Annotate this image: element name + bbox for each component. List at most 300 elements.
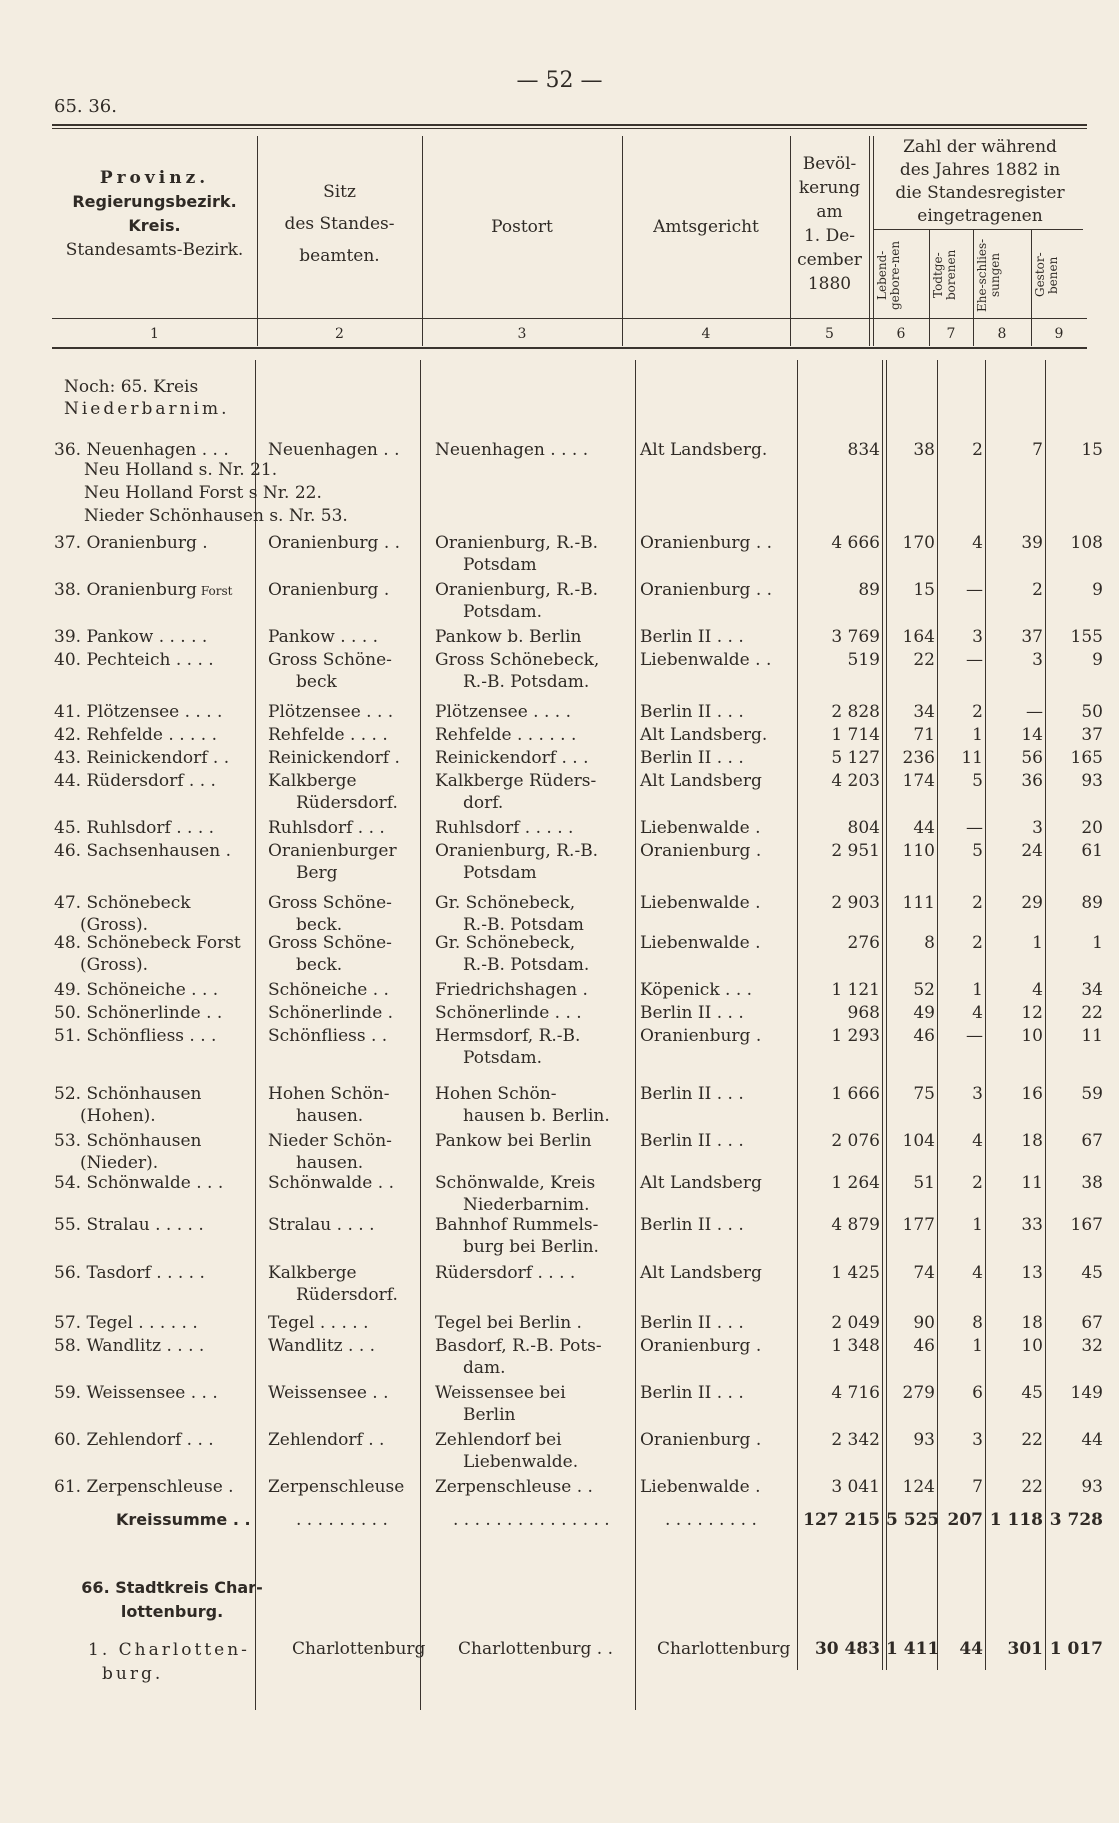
row-eheschliessungen: 14 bbox=[1021, 725, 1043, 745]
row-eheschliessungen: 22 bbox=[1021, 1430, 1043, 1450]
row-sitz-l2: beck bbox=[296, 672, 337, 692]
row-todtgeborene: — bbox=[966, 580, 983, 600]
row-todtgeborene: — bbox=[966, 818, 983, 838]
header-pop-l6: 1880 bbox=[807, 274, 852, 294]
section-66-l1: 66. Stadtkreis Char- bbox=[81, 1578, 263, 1597]
column-number: 2 bbox=[335, 326, 344, 342]
column-number: 4 bbox=[701, 326, 711, 342]
top-rule-thin bbox=[52, 128, 1087, 129]
row-name-l1: 44. Rüdersdorf . . . bbox=[54, 771, 216, 791]
row-amtsgericht bbox=[640, 932, 761, 954]
row-name bbox=[54, 1172, 223, 1194]
row-sitz-l1: Nieder Schön- bbox=[268, 1131, 392, 1151]
row-amtsgericht-l1: Oranienburg . bbox=[640, 1430, 762, 1450]
header-group-l1: Zahl der während bbox=[903, 137, 1057, 157]
row-name-l2: (Gross). bbox=[80, 915, 149, 935]
row-gestorbene: 1 bbox=[1092, 933, 1103, 953]
row-amtsgericht-l1: Oranienburg . . bbox=[640, 533, 773, 553]
row-gestorbene: 67 bbox=[1081, 1313, 1103, 1333]
row-amtsgericht bbox=[640, 817, 761, 839]
row-todtgeborene: 2 bbox=[972, 702, 983, 722]
row-lebendgeborene: 111 bbox=[902, 893, 935, 913]
row-amtsgericht bbox=[640, 979, 752, 1001]
row-sitz-l1: Pankow . . . . bbox=[268, 627, 379, 647]
sum-population: 127 215 bbox=[803, 1510, 880, 1530]
row-name bbox=[54, 979, 218, 1001]
row-lebendgeborene: 90 bbox=[913, 1313, 935, 1333]
header-sitz-l3: beamten. bbox=[299, 246, 380, 266]
row-amtsgericht bbox=[640, 724, 767, 746]
row-sitz-l1: Neuenhagen . . bbox=[268, 440, 400, 460]
section-65-l1: Noch: 65. Kreis bbox=[64, 377, 199, 397]
row-todtgeborene: 11 bbox=[961, 748, 983, 768]
row-name-suffix: Forst bbox=[200, 584, 233, 598]
top-rule bbox=[52, 124, 1087, 126]
sum-eheschliessungen: 1 118 bbox=[989, 1510, 1043, 1530]
row-sitz-l1: Oranienburg . bbox=[268, 580, 390, 600]
row-population: 4 203 bbox=[831, 771, 880, 791]
row-postort-l1: Plötzensee . . . . bbox=[435, 702, 571, 722]
sum-dots: . . . . . . . . . bbox=[296, 1510, 388, 1530]
row-postort bbox=[435, 747, 588, 769]
row-postort-l2: Berlin bbox=[463, 1405, 516, 1425]
row-postort-l1: Neuenhagen . . . . bbox=[435, 440, 589, 460]
header-standesamt: Standesamts-Bezirk. bbox=[65, 240, 244, 260]
row-lebendgeborene: 8 bbox=[924, 933, 935, 953]
row-name-l1: 57. Tegel . . . . . . bbox=[54, 1313, 198, 1333]
row-amtsgericht: Charlottenburg bbox=[657, 1639, 791, 1659]
row-population: 3 769 bbox=[831, 627, 880, 647]
row-eheschliessungen: 12 bbox=[1021, 1003, 1043, 1023]
row-population: 5 127 bbox=[831, 748, 880, 768]
row-name bbox=[54, 770, 216, 792]
header-group bbox=[873, 136, 1087, 228]
row-sitz bbox=[268, 1335, 375, 1357]
row-sitz bbox=[268, 1083, 389, 1127]
row-name-l1: 38. Oranienburg bbox=[54, 580, 197, 600]
row-population: 3 041 bbox=[831, 1477, 880, 1497]
header-regierungsbezirk: Regierungsbezirk. bbox=[72, 192, 237, 211]
row-postort bbox=[435, 817, 573, 839]
row-todtgeborene: 4 bbox=[972, 533, 983, 553]
row-name-l1: 48. Schönebeck Forst bbox=[54, 933, 241, 953]
row-population: 1 666 bbox=[831, 1084, 880, 1104]
row-gestorbene: 44 bbox=[1081, 1430, 1103, 1450]
row-lebendgeborene: 52 bbox=[913, 980, 935, 1000]
row-postort bbox=[435, 1025, 580, 1069]
row-sitz bbox=[268, 439, 399, 461]
row-gestorbene: 20 bbox=[1081, 818, 1103, 838]
row-amtsgericht bbox=[640, 1025, 761, 1047]
row-postort-l1: Oranienburg, R.-B. bbox=[435, 580, 599, 600]
row-lebendgeborene: 170 bbox=[902, 533, 935, 553]
header-pop-l4: 1. De- bbox=[803, 226, 856, 246]
row-postort bbox=[435, 1476, 593, 1498]
row-amtsgericht-l1: Alt Landsberg bbox=[640, 1173, 762, 1193]
row-name-l1: 51. Schönfliess . . . bbox=[54, 1026, 217, 1046]
row-lebendgeborene: 174 bbox=[902, 771, 935, 791]
header-province bbox=[52, 166, 257, 262]
row-name bbox=[54, 532, 208, 554]
row-postort bbox=[435, 932, 589, 976]
row-eheschliessungen: 18 bbox=[1021, 1131, 1043, 1151]
row-eheschliessungen: 33 bbox=[1021, 1215, 1043, 1235]
header-sitz bbox=[257, 176, 422, 272]
section-65-l2: Niederbarnim. bbox=[64, 399, 230, 419]
row-name-l2: (Nieder). bbox=[80, 1153, 159, 1173]
row-gestorbene: 11 bbox=[1081, 1026, 1103, 1046]
row-postort-l1: Friedrichshagen . bbox=[435, 980, 588, 1000]
row-todtgeborene: 2 bbox=[972, 933, 983, 953]
row-sitz-l1: Rehfelde . . . . bbox=[268, 725, 388, 745]
row-name-l1: 1. Charlotten- bbox=[88, 1640, 250, 1660]
row-postort-l2: Liebenwalde. bbox=[463, 1452, 579, 1472]
row-postort-l2: dam. bbox=[463, 1358, 506, 1378]
row-postort-l2: Niederbarnim. bbox=[463, 1195, 590, 1215]
row-lebendgeborene: 15 bbox=[913, 580, 935, 600]
row-lebendgeborene: 236 bbox=[902, 748, 935, 768]
column-number: 3 bbox=[517, 326, 527, 342]
row-eheschliessungen: 16 bbox=[1021, 1084, 1043, 1104]
row-amtsgericht bbox=[640, 439, 767, 461]
row-amtsgericht bbox=[640, 840, 761, 862]
row-eheschliessungen: 2 bbox=[1032, 580, 1043, 600]
row-postort-l1: Hohen Schön- bbox=[435, 1084, 557, 1104]
section-66-l2: lottenburg. bbox=[120, 1602, 224, 1621]
row-sitz-l1: Reinickendorf . bbox=[268, 748, 400, 768]
header-divider bbox=[422, 136, 423, 346]
row-name bbox=[54, 840, 231, 862]
header-amtsgericht: Amtsgericht bbox=[653, 217, 759, 237]
header-group-l2: des Jahres 1882 in bbox=[899, 160, 1061, 180]
row-amtsgericht-l1: Berlin II . . . bbox=[640, 1215, 744, 1235]
row-sitz bbox=[268, 932, 392, 976]
row-amtsgericht-l1: Alt Landsberg bbox=[640, 1263, 762, 1283]
row-population: 1 121 bbox=[831, 980, 880, 1000]
row-postort-l1: Hermsdorf, R.-B. bbox=[435, 1026, 581, 1046]
row-postort bbox=[435, 840, 598, 884]
numbers-rule bbox=[52, 318, 1087, 319]
row-name-l1: 36. Neuenhagen . . . bbox=[54, 440, 229, 460]
header-group-l4: eingetragenen bbox=[917, 206, 1043, 226]
row-postort-l2: R.-B. Potsdam. bbox=[463, 672, 590, 692]
row-amtsgericht-l1: Berlin II . . . bbox=[640, 748, 744, 768]
row-amtsgericht-l1: Liebenwalde . bbox=[640, 1477, 761, 1497]
row-postort-l1: Oranienburg, R.-B. bbox=[435, 841, 599, 861]
header-pop-l5: cember bbox=[797, 250, 862, 270]
row-sitz-l2: hausen. bbox=[296, 1153, 364, 1173]
row-sitz-l1: Oranienburger bbox=[268, 841, 397, 861]
row-name-l1: 53. Schönhausen bbox=[54, 1131, 202, 1151]
row-postort-l2: R.-B. Potsdam. bbox=[463, 955, 590, 975]
row-name-l1: 39. Pankow . . . . . bbox=[54, 627, 208, 647]
row-amtsgericht bbox=[640, 1214, 744, 1236]
row-postort bbox=[435, 1312, 582, 1334]
row-name bbox=[54, 1335, 204, 1357]
row-population: 2 951 bbox=[831, 841, 880, 861]
header-todtgeborene: Todtge-borenen bbox=[931, 249, 958, 301]
row-name bbox=[54, 701, 222, 723]
row-sitz-l2: beck. bbox=[296, 955, 343, 975]
row-name-l1: 59. Weissensee . . . bbox=[54, 1383, 218, 1403]
row-population: 2 828 bbox=[831, 702, 880, 722]
sum-gestorbene: 3 728 bbox=[1049, 1510, 1103, 1530]
row-todtgeborene: 7 bbox=[972, 1477, 983, 1497]
row-postort-l1: Schönerlinde . . . bbox=[435, 1003, 582, 1023]
sum-todtgeborene: 207 bbox=[947, 1510, 983, 1530]
row-postort-l2: R.-B. Potsdam bbox=[463, 915, 584, 935]
row-sitz bbox=[268, 1172, 394, 1194]
row-todtgeborene: 1 bbox=[972, 725, 983, 745]
row-amtsgericht-l1: Berlin II . . . bbox=[640, 1313, 744, 1333]
row-postort-l1: Rüdersdorf . . . . bbox=[435, 1263, 576, 1283]
column-number: 5 bbox=[825, 326, 834, 342]
row-amtsgericht bbox=[640, 1312, 744, 1334]
row-name bbox=[54, 1262, 205, 1284]
row-amtsgericht-l1: Berlin II . . . bbox=[640, 1003, 744, 1023]
row-amtsgericht-l1: Alt Landsberg. bbox=[640, 440, 768, 460]
sum-dots: . . . . . . . . . bbox=[665, 1510, 757, 1530]
column-divider bbox=[420, 360, 421, 1710]
row-sitz bbox=[268, 1382, 389, 1404]
row-sitz bbox=[268, 1214, 375, 1236]
row-gestorbene: 165 bbox=[1070, 748, 1103, 768]
row-sitz bbox=[268, 770, 398, 814]
row-amtsgericht bbox=[640, 626, 744, 648]
row-amtsgericht-l1: Oranienburg . . bbox=[640, 580, 773, 600]
row-amtsgericht bbox=[640, 1335, 761, 1357]
row-sitz bbox=[268, 724, 388, 746]
row-gestorbene: 45 bbox=[1081, 1263, 1103, 1283]
row-gestorbene: 89 bbox=[1081, 893, 1103, 913]
row-sitz-l1: Stralau . . . . bbox=[268, 1215, 375, 1235]
row-postort-l1: Bahnhof Rummels- bbox=[435, 1215, 599, 1235]
row-lebendgeborene: 46 bbox=[913, 1026, 935, 1046]
row-todtgeborene: 44 bbox=[959, 1639, 983, 1659]
row-postort bbox=[435, 979, 588, 1001]
row-amtsgericht bbox=[640, 1130, 744, 1152]
row-lebendgeborene: 34 bbox=[913, 702, 935, 722]
row-todtgeborene: 4 bbox=[972, 1263, 983, 1283]
row-population: 4 879 bbox=[831, 1215, 880, 1235]
row-gestorbene: 9 bbox=[1092, 580, 1103, 600]
row-postort bbox=[435, 1335, 602, 1379]
row-amtsgericht-l1: Köpenick . . . bbox=[640, 980, 753, 1000]
row-eheschliessungen: 36 bbox=[1021, 771, 1043, 791]
row-sitz-l2: beck. bbox=[296, 915, 343, 935]
row-lebendgeborene: 46 bbox=[913, 1336, 935, 1356]
row-gestorbene: 50 bbox=[1081, 702, 1103, 722]
row-postort-l2: Potsdam. bbox=[463, 602, 543, 622]
row-population: 834 bbox=[847, 440, 880, 460]
header-population bbox=[790, 152, 869, 296]
row-amtsgericht-l1: Berlin II . . . bbox=[640, 1383, 744, 1403]
row-name-l1: 40. Pechteich . . . . bbox=[54, 650, 214, 670]
row-lebendgeborene: 164 bbox=[902, 627, 935, 647]
row-name-l1: 54. Schönwalde . . . bbox=[54, 1173, 224, 1193]
row-postort-l1: Pankow bei Berlin bbox=[435, 1131, 592, 1151]
row-gestorbene: 37 bbox=[1081, 725, 1103, 745]
row-lebendgeborene: 22 bbox=[913, 650, 935, 670]
row-gestorbene: 93 bbox=[1081, 1477, 1103, 1497]
row-sitz-l2: Rüdersdorf. bbox=[296, 793, 398, 813]
row-population: 89 bbox=[858, 580, 880, 600]
row-sitz-l1: Weissensee . . bbox=[268, 1383, 389, 1403]
row-eheschliessungen: 24 bbox=[1021, 841, 1043, 861]
row-postort-l1: Gr. Schönebeck, bbox=[435, 893, 576, 913]
row-name bbox=[54, 1130, 202, 1174]
row-sitz-l1: Oranienburg . . bbox=[268, 533, 401, 553]
header-pop-l2: kerung bbox=[798, 178, 861, 198]
row-lebendgeborene: 1 411 bbox=[886, 1639, 940, 1659]
row-name-l1: 55. Stralau . . . . . bbox=[54, 1215, 204, 1235]
row-postort bbox=[435, 770, 596, 814]
row-eheschliessungen: 13 bbox=[1021, 1263, 1043, 1283]
row-sitz bbox=[268, 701, 393, 723]
header-postort: Postort bbox=[491, 217, 553, 237]
row-sitz-l1: Kalkberge bbox=[268, 771, 357, 791]
section-heading-65 bbox=[64, 376, 230, 420]
row-postort bbox=[435, 649, 599, 693]
row-eheschliessungen: 39 bbox=[1021, 533, 1043, 553]
row-sitz-l1: Gross Schöne- bbox=[268, 650, 392, 670]
row-name-l2: (Gross). bbox=[80, 955, 149, 975]
row-gestorbene: 67 bbox=[1081, 1131, 1103, 1151]
row-name bbox=[54, 724, 217, 746]
row-postort bbox=[435, 1429, 578, 1473]
row-sitz bbox=[268, 892, 392, 936]
row-name-l2: burg. bbox=[102, 1664, 164, 1684]
row-amtsgericht bbox=[640, 770, 762, 792]
row-todtgeborene: 8 bbox=[972, 1313, 983, 1333]
row-eheschliessungen: 45 bbox=[1021, 1383, 1043, 1403]
row-todtgeborene: 3 bbox=[972, 627, 983, 647]
row-name-l1: 43. Reinickendorf . . bbox=[54, 748, 230, 768]
row-sitz-l1: Hohen Schön- bbox=[268, 1084, 390, 1104]
row-name-l1: 50. Schönerlinde . . bbox=[54, 1003, 223, 1023]
row-sitz-l1: Wandlitz . . . bbox=[268, 1336, 376, 1356]
cross-reference: Neu Holland Forst s Nr. 22. bbox=[84, 483, 322, 503]
row-postort-l1: Rehfelde . . . . . . bbox=[435, 725, 577, 745]
row-name bbox=[54, 817, 214, 839]
row-postort bbox=[435, 724, 576, 746]
column-number: 6 bbox=[896, 326, 906, 342]
row-amtsgericht-l1: Berlin II . . . bbox=[640, 1084, 744, 1104]
row-name-l2: (Hohen). bbox=[80, 1106, 156, 1126]
row-lebendgeborene: 177 bbox=[902, 1215, 935, 1235]
row-gestorbene: 167 bbox=[1070, 1215, 1103, 1235]
row-sitz-l1: Schöneiche . . bbox=[268, 980, 389, 1000]
row-gestorbene: 155 bbox=[1070, 627, 1103, 647]
row-todtgeborene: — bbox=[966, 650, 983, 670]
row-lebendgeborene: 71 bbox=[913, 725, 935, 745]
row-name bbox=[54, 626, 207, 648]
row-sitz-l2: hausen. bbox=[296, 1106, 364, 1126]
row-name bbox=[54, 1476, 234, 1498]
row-amtsgericht-l1: Liebenwalde . . bbox=[640, 650, 772, 670]
row-sitz bbox=[268, 840, 397, 884]
row-postort-l2: Potsdam bbox=[463, 863, 537, 883]
row-sitz bbox=[268, 1312, 369, 1334]
row-eheschliessungen: — bbox=[1026, 702, 1043, 722]
row-postort-l2: hausen b. Berlin. bbox=[463, 1106, 610, 1126]
row-gestorbene: 9 bbox=[1092, 650, 1103, 670]
row-amtsgericht bbox=[640, 1083, 744, 1105]
column-number: 7 bbox=[946, 326, 956, 342]
column-number: 1 bbox=[150, 326, 159, 342]
page-number: — 52 — bbox=[516, 68, 603, 93]
row-eheschliessungen: 11 bbox=[1021, 1173, 1043, 1193]
row-amtsgericht bbox=[640, 701, 744, 723]
row-todtgeborene: 5 bbox=[972, 841, 983, 861]
row-sitz-l1: Schönerlinde . bbox=[268, 1003, 394, 1023]
row-todtgeborene: 2 bbox=[972, 893, 983, 913]
row-sitz-l2: Rüdersdorf. bbox=[296, 1285, 398, 1305]
row-name bbox=[54, 932, 241, 976]
row-amtsgericht bbox=[640, 579, 772, 601]
row-amtsgericht-l1: Liebenwalde . bbox=[640, 818, 761, 838]
sum-dots: . . . . . . . . . . . . . . . bbox=[453, 1510, 610, 1530]
header-pop-l1: Bevöl- bbox=[802, 154, 857, 174]
row-sitz bbox=[268, 649, 392, 693]
row-amtsgericht bbox=[640, 1429, 761, 1451]
row-postort-l1: Schönwalde, Kreis bbox=[435, 1173, 596, 1193]
row-name bbox=[54, 1312, 198, 1334]
row-eheschliessungen: 3 bbox=[1032, 818, 1043, 838]
row-amtsgericht bbox=[640, 1476, 761, 1498]
column-divider bbox=[635, 360, 636, 1710]
page-ref: 65. 36. bbox=[54, 96, 117, 117]
row-todtgeborene: 1 bbox=[972, 980, 983, 1000]
row-eheschliessungen: 10 bbox=[1021, 1336, 1043, 1356]
row-postort bbox=[435, 1002, 582, 1024]
row-postort bbox=[435, 1083, 610, 1127]
header-sitz-l1: Sitz bbox=[323, 182, 356, 202]
row-population: 968 bbox=[847, 1003, 880, 1023]
row-todtgeborene: 2 bbox=[972, 1173, 983, 1193]
row-gestorbene: 59 bbox=[1081, 1084, 1103, 1104]
header-sitz-l2: des Standes- bbox=[284, 214, 395, 234]
row-sitz bbox=[268, 979, 389, 1001]
row-name-l1: 41. Plötzensee . . . . bbox=[54, 702, 223, 722]
row-population: 2 049 bbox=[831, 1313, 880, 1333]
row-population: 1 293 bbox=[831, 1026, 880, 1046]
row-sitz bbox=[268, 579, 389, 601]
row-lebendgeborene: 110 bbox=[902, 841, 935, 861]
row-population: 1 348 bbox=[831, 1336, 880, 1356]
row-sitz: Charlottenburg bbox=[292, 1639, 426, 1659]
row-name bbox=[54, 747, 229, 769]
row-postort-l1: Zehlendorf bei bbox=[435, 1430, 562, 1450]
row-lebendgeborene: 279 bbox=[902, 1383, 935, 1403]
row-todtgeborene: 3 bbox=[972, 1430, 983, 1450]
row-name bbox=[54, 1214, 204, 1236]
row-name bbox=[54, 649, 214, 671]
row-name-l1: 58. Wandlitz . . . . bbox=[54, 1336, 205, 1356]
row-lebendgeborene: 74 bbox=[913, 1263, 935, 1283]
row-name-l1: 61. Zerpenschleuse . bbox=[54, 1477, 234, 1497]
row-todtgeborene: 5 bbox=[972, 771, 983, 791]
row-postort-l1: Basdorf, R.-B. Pots- bbox=[435, 1336, 602, 1356]
row-name bbox=[54, 1025, 216, 1047]
row-eheschliessungen: 1 bbox=[1032, 933, 1043, 953]
row-postort-l1: Pankow b. Berlin bbox=[435, 627, 582, 647]
row-postort bbox=[435, 532, 598, 576]
row-gestorbene: 38 bbox=[1081, 1173, 1103, 1193]
row-population: 2 903 bbox=[831, 893, 880, 913]
row-name-l1: 56. Tasdorf . . . . . bbox=[54, 1263, 205, 1283]
row-sitz bbox=[268, 817, 385, 839]
